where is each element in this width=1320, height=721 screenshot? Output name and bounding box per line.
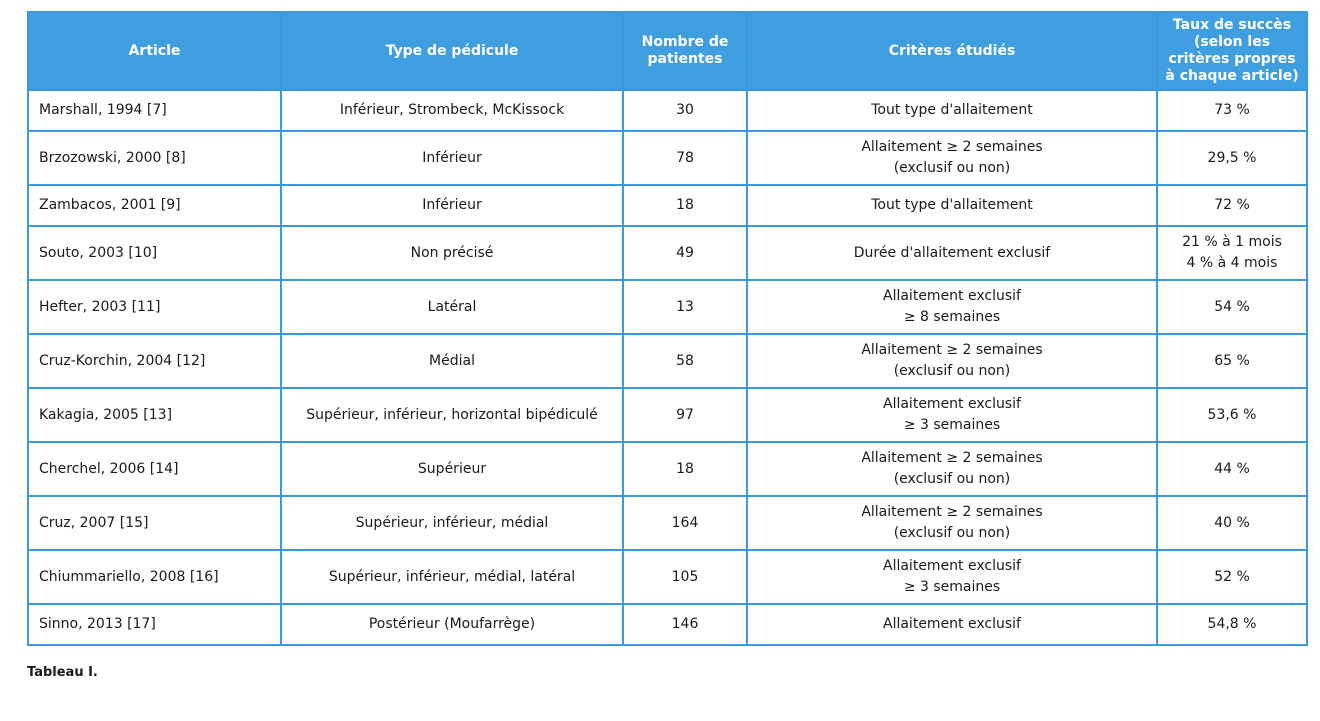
taux-line: 4 % à 4 mois: [1186, 255, 1278, 271]
criteres-line: Allaitement ≥ 2 semaines: [861, 342, 1043, 358]
cell-nombre: 49: [623, 226, 747, 280]
cell-nombre: 78: [623, 131, 747, 185]
cell-nombre: 97: [623, 388, 747, 442]
cell-criteres: [747, 131, 1157, 185]
header-line: (selon les critères propres: [1168, 34, 1296, 67]
cell-criteres: [747, 442, 1157, 496]
cell-pedicule: Supérieur, inférieur, médial, latéral: [281, 550, 623, 604]
header-pedicule: [281, 12, 623, 90]
cell-pedicule: Inférieur, Strombeck, McKissock: [281, 90, 623, 131]
table-row: [28, 131, 1307, 185]
cell-taux: [1157, 226, 1307, 280]
header-line: Nombre de: [641, 34, 729, 50]
table-header-row: [28, 12, 1307, 90]
taux-line: 40 %: [1214, 514, 1250, 531]
criteres-line: Allaitement ≥ 2 semaines: [861, 139, 1043, 155]
cell-pedicule: Supérieur: [281, 442, 623, 496]
header-line: Taux de succès: [1172, 17, 1292, 33]
cell-article: Chiummariello, 2008 [16]: [28, 550, 281, 604]
cell-criteres: [747, 226, 1157, 280]
criteres-line: Allaitement exclusif: [883, 288, 1021, 304]
table-row: [28, 90, 1307, 131]
criteres-line: (exclusif ou non): [893, 160, 1011, 176]
criteres-line: Allaitement exclusif: [883, 396, 1021, 412]
cell-taux: [1157, 280, 1307, 334]
cell-nombre: 18: [623, 442, 747, 496]
header-criteres: [747, 12, 1157, 90]
criteres-line: (exclusif ou non): [893, 363, 1011, 379]
taux-line: 53,6 %: [1207, 406, 1257, 423]
cell-taux: [1157, 388, 1307, 442]
criteres-line: ≥ 8 semaines: [903, 309, 1001, 325]
cell-nombre: 30: [623, 90, 747, 131]
cell-nombre: 58: [623, 334, 747, 388]
cell-pedicule: Inférieur: [281, 131, 623, 185]
header-line: Critères étudiés: [888, 42, 1016, 59]
taux-line: 73 %: [1214, 102, 1250, 118]
criteres-line: Tout type d'allaitement: [871, 102, 1033, 118]
cell-criteres: [747, 90, 1157, 131]
header-article: [28, 12, 281, 90]
data-table-container: [27, 11, 1306, 646]
cell-pedicule: Non précisé: [281, 226, 623, 280]
cell-article: Brzozowski, 2000 [8]: [28, 131, 281, 185]
criteres-line: ≥ 3 semaines: [903, 417, 1001, 433]
cell-taux: [1157, 442, 1307, 496]
table-body: [28, 90, 1307, 645]
cell-pedicule: Supérieur, inférieur, horizontal bipédiculé: [281, 388, 623, 442]
header-line: patientes: [647, 51, 723, 67]
cell-taux: [1157, 334, 1307, 388]
criteres-line: (exclusif ou non): [893, 525, 1011, 541]
table-caption: Tableau I.: [27, 665, 98, 680]
cell-article: Zambacos, 2001 [9]: [28, 185, 281, 226]
cell-taux: [1157, 90, 1307, 131]
table-row: [28, 550, 1307, 604]
cell-taux: [1157, 604, 1307, 645]
criteres-line: (exclusif ou non): [893, 471, 1011, 487]
criteres-line: Allaitement ≥ 2 semaines: [861, 504, 1043, 520]
taux-line: 52 %: [1214, 568, 1250, 585]
cell-nombre: 146: [623, 604, 747, 645]
taux-line: 44 %: [1214, 460, 1250, 477]
cell-taux: [1157, 185, 1307, 226]
header-line: à chaque article): [1165, 68, 1299, 84]
taux-line: 65 %: [1214, 352, 1250, 369]
cell-article: Marshall, 1994 [7]: [28, 90, 281, 131]
cell-article: Sinno, 2013 [17]: [28, 604, 281, 645]
cell-article: Cruz-Korchin, 2004 [12]: [28, 334, 281, 388]
taux-line: 54,8 %: [1207, 616, 1257, 632]
cell-article: Hefter, 2003 [11]: [28, 280, 281, 334]
cell-article: Cruz, 2007 [15]: [28, 496, 281, 550]
criteres-line: ≥ 3 semaines: [903, 579, 1001, 595]
taux-line: 72 %: [1214, 197, 1250, 213]
table-row: [28, 496, 1307, 550]
table-row: [28, 604, 1307, 645]
cell-article: Cherchel, 2006 [14]: [28, 442, 281, 496]
table-row: [28, 185, 1307, 226]
cell-pedicule: Médial: [281, 334, 623, 388]
header-nombre: [623, 12, 747, 90]
cell-criteres: [747, 604, 1157, 645]
cell-nombre: 105: [623, 550, 747, 604]
cell-criteres: [747, 280, 1157, 334]
header-taux: [1157, 12, 1307, 90]
cell-criteres: [747, 496, 1157, 550]
cell-pedicule: Postérieur (Moufarrège): [281, 604, 623, 645]
table-row: [28, 334, 1307, 388]
cell-criteres: [747, 185, 1157, 226]
cell-nombre: 18: [623, 185, 747, 226]
criteres-line: Allaitement ≥ 2 semaines: [861, 450, 1043, 466]
header-line: Type de pédicule: [385, 42, 519, 59]
cell-taux: [1157, 131, 1307, 185]
cell-pedicule: Latéral: [281, 280, 623, 334]
cell-taux: [1157, 496, 1307, 550]
taux-line: 54 %: [1214, 298, 1250, 315]
table-row: [28, 442, 1307, 496]
criteres-line: Durée d'allaitement exclusif: [853, 244, 1051, 261]
header-line: Article: [128, 42, 181, 59]
cell-criteres: [747, 334, 1157, 388]
cell-article: Kakagia, 2005 [13]: [28, 388, 281, 442]
taux-line: 29,5 %: [1207, 149, 1257, 166]
criteres-line: Allaitement exclusif: [883, 616, 1021, 632]
table-row: [28, 280, 1307, 334]
cell-pedicule: Inférieur: [281, 185, 623, 226]
criteres-line: Allaitement exclusif: [883, 558, 1021, 574]
criteres-line: Tout type d'allaitement: [871, 197, 1033, 213]
results-table: [27, 11, 1308, 646]
table-row: [28, 226, 1307, 280]
cell-nombre: 164: [623, 496, 747, 550]
cell-article: Souto, 2003 [10]: [28, 226, 281, 280]
cell-criteres: [747, 388, 1157, 442]
cell-criteres: [747, 550, 1157, 604]
cell-pedicule: Supérieur, inférieur, médial: [281, 496, 623, 550]
taux-line: 21 % à 1 mois: [1182, 234, 1282, 250]
cell-nombre: 13: [623, 280, 747, 334]
table-row: [28, 388, 1307, 442]
cell-taux: [1157, 550, 1307, 604]
